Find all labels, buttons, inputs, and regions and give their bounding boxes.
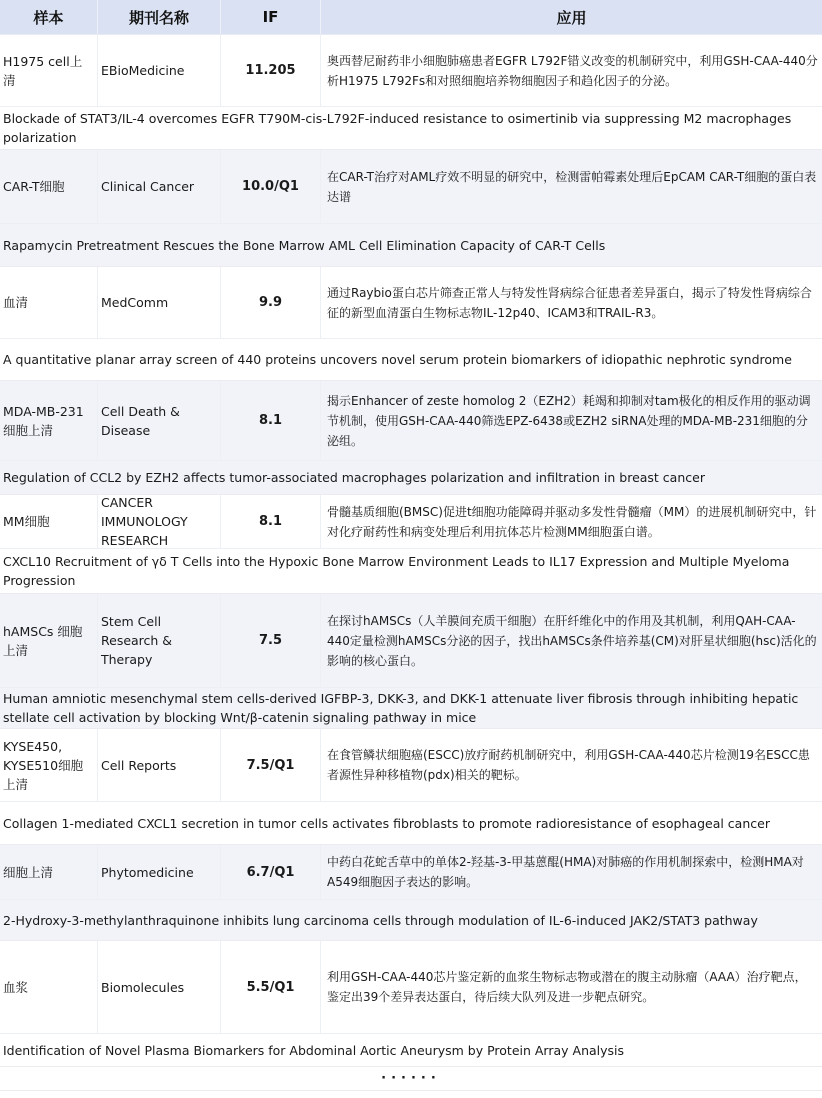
- cell-journal: MedComm: [98, 267, 221, 338]
- cell-journal: Clinical Cancer: [98, 150, 221, 223]
- cell-application: 在食管鳞状细胞癌(ESCC)放疗耐药机制研究中，利用GSH-CAA-440芯片检测19名ESCC患者源性异种移植物(pdx)相关的靶标。: [327, 748, 810, 782]
- cell-application: 在探讨hAMSCs（人羊膜间充质干细胞）在肝纤维化中的作用及其机制，利用QAH-CAA-440定量检测hAMSCs分泌的因子，找出hAMSCs条件培养基(CM)对肝星状细胞(hsc)活化的影响的核心蛋白。: [327, 613, 817, 668]
- table-row: [0, 941, 822, 1034]
- table-row: [0, 267, 822, 339]
- cell-if: 8.1: [221, 381, 321, 460]
- table-row-group: [0, 150, 822, 267]
- paper-title: Human amniotic mesenchymal stem cells-derived IGFBP-3, DKK-3, and DKK-1 attenuate liver fibrosis through inhibiting hepatic stellate cell activation by blocking Wnt/β-catenin signaling pathway in mice: [3, 691, 799, 725]
- table-row-group: [0, 941, 822, 1067]
- cell-sample: KYSE450, KYSE510细胞上清: [0, 729, 98, 801]
- table-row: [0, 381, 822, 461]
- table-row: [0, 150, 822, 224]
- paper-title: Regulation of CCL2 by EZH2 affects tumor-associated macrophages polarization and infiltration in breast cancer: [3, 470, 705, 485]
- cell-if: 9.9: [221, 267, 321, 338]
- cell-application: 通过Raybio蛋白芯片筛查正常人与特发性肾病综合征患者差异蛋白，揭示了特发性肾病综合征的新型血清蛋白生物标志物IL-12p40、ICAM3和TRAIL-R3。: [327, 285, 812, 320]
- cell-journal: EBioMedicine: [98, 35, 221, 106]
- cell-journal: Phytomedicine: [98, 845, 221, 899]
- cell-sample: CAR-T细胞: [0, 150, 98, 223]
- header-journal: 期刊名称: [98, 0, 221, 34]
- cell-if: 7.5/Q1: [221, 729, 321, 801]
- cell-journal: Biomolecules: [98, 941, 221, 1033]
- cell-journal: CANCER IMMUNOLOGY RESEARCH: [98, 495, 221, 548]
- header-if: IF: [221, 0, 321, 34]
- table-row-group: [0, 495, 822, 594]
- cell-sample: 血浆: [0, 941, 98, 1033]
- paper-title: 2-Hydroxy-3-methylanthraquinone inhibits lung carcinoma cells through modulation of IL-6-induced JAK2/STAT3 pathway: [3, 912, 758, 928]
- paper-title: Collagen 1-mediated CXCL1 secretion in tumor cells activates fibroblasts to promote radioresistance of esophageal cancer: [3, 815, 770, 831]
- table-row-group: [0, 594, 822, 729]
- cell-journal: Cell Death & Disease: [98, 381, 221, 460]
- cell-sample: 血清: [0, 267, 98, 338]
- cell-application: 中药白花蛇舌草中的单体2-羟基-3-甲基蒽醌(HMA)对肺癌的作用机制探索中，检测HMA对A549细胞因子表达的影响。: [327, 855, 804, 889]
- table-row-group: [0, 381, 822, 495]
- cell-if: 8.1: [221, 495, 321, 548]
- table-row: [0, 495, 822, 549]
- cell-sample: MDA-MB-231细胞上清: [0, 381, 98, 460]
- cell-if: 10.0/Q1: [221, 150, 321, 223]
- header-application: 应用: [556, 8, 587, 27]
- table-row: [0, 594, 822, 688]
- table-header: [0, 0, 822, 35]
- cell-application: 奥西替尼耐药非小细胞肺癌患者EGFR L792F错义改变的机制研究中，利用GSH-CAA-440分析H1975 L792Fs和对照细胞培养物细胞因子和趋化因子的分泌。: [327, 53, 818, 88]
- cell-application: 在CAR-T治疗对AML疗效不明显的研究中，检测雷帕霉素处理后EpCAM CAR-T细胞的蛋白表达谱: [327, 169, 817, 204]
- cell-if: 6.7/Q1: [221, 845, 321, 899]
- cell-if: 7.5: [221, 594, 321, 687]
- table-row: [0, 845, 822, 900]
- cell-application: 利用GSH-CAA-440芯片鉴定新的血浆生物标志物或潜在的腹主动脉瘤（AAA）治疗靶点，鉴定出39个差异表达蛋白，待后续大队列及进一步靶点研究。: [327, 970, 807, 1004]
- cell-if: 11.205: [221, 35, 321, 106]
- paper-title: Blockade of STAT3/IL-4 overcomes EGFR T790M-cis-L792F-induced resistance to osimertinib via suppressing M2 macrophages polarization: [3, 111, 792, 145]
- cell-application: 骨髓基质细胞(BMSC)促进t细胞功能障碍并驱动多发性骨髓瘤（MM）的进展机制研究中，针对化疗耐药性和病变处理后利用抗体芯片检测MM细胞蛋白谱。: [327, 504, 817, 539]
- table-row-group: [0, 729, 822, 845]
- table-row: [0, 729, 822, 802]
- header-sample: 样本: [0, 0, 98, 34]
- cell-sample: H1975 cell上清: [0, 35, 98, 106]
- table-row-group: [0, 35, 822, 150]
- paper-title: Identification of Novel Plasma Biomarkers for Abdominal Aortic Aneurysm by Protein Array Analysis: [3, 1042, 625, 1058]
- cell-application: 揭示Enhancer of zeste homolog 2（EZH2）耗竭和抑制对tam极化的相反作用的驱动调节机制，使用GSH-CAA-440筛选EPZ-6438或EZH2 siRNA处理的MDA-MB-231细胞的分泌组。: [327, 393, 811, 448]
- cell-if: 5.5/Q1: [221, 941, 321, 1033]
- paper-title: Rapamycin Pretreatment Rescues the Bone Marrow AML Cell Elimination Capacity of CAR-T Cells: [3, 237, 606, 253]
- table-row-group: [0, 845, 822, 941]
- cell-sample: MM细胞: [0, 495, 98, 548]
- cell-sample: hAMSCs 细胞上清: [0, 594, 98, 687]
- table-row: [0, 35, 822, 107]
- table-row-group: [0, 267, 822, 381]
- paper-title: A quantitative planar array screen of 440 proteins uncovers novel serum protein biomarkers of idiopathic nephrotic syndrome: [3, 352, 792, 367]
- cell-journal: Stem Cell Research & Therapy: [98, 594, 221, 687]
- cell-journal: Cell Reports: [98, 729, 221, 801]
- cell-sample: 细胞上清: [0, 845, 98, 899]
- paper-title: CXCL10 Recruitment of γδ T Cells into the Hypoxic Bone Marrow Environment Leads to IL17 Expression and Multiple Myeloma Progression: [3, 554, 790, 588]
- more-ellipsis: ······: [0, 1067, 822, 1091]
